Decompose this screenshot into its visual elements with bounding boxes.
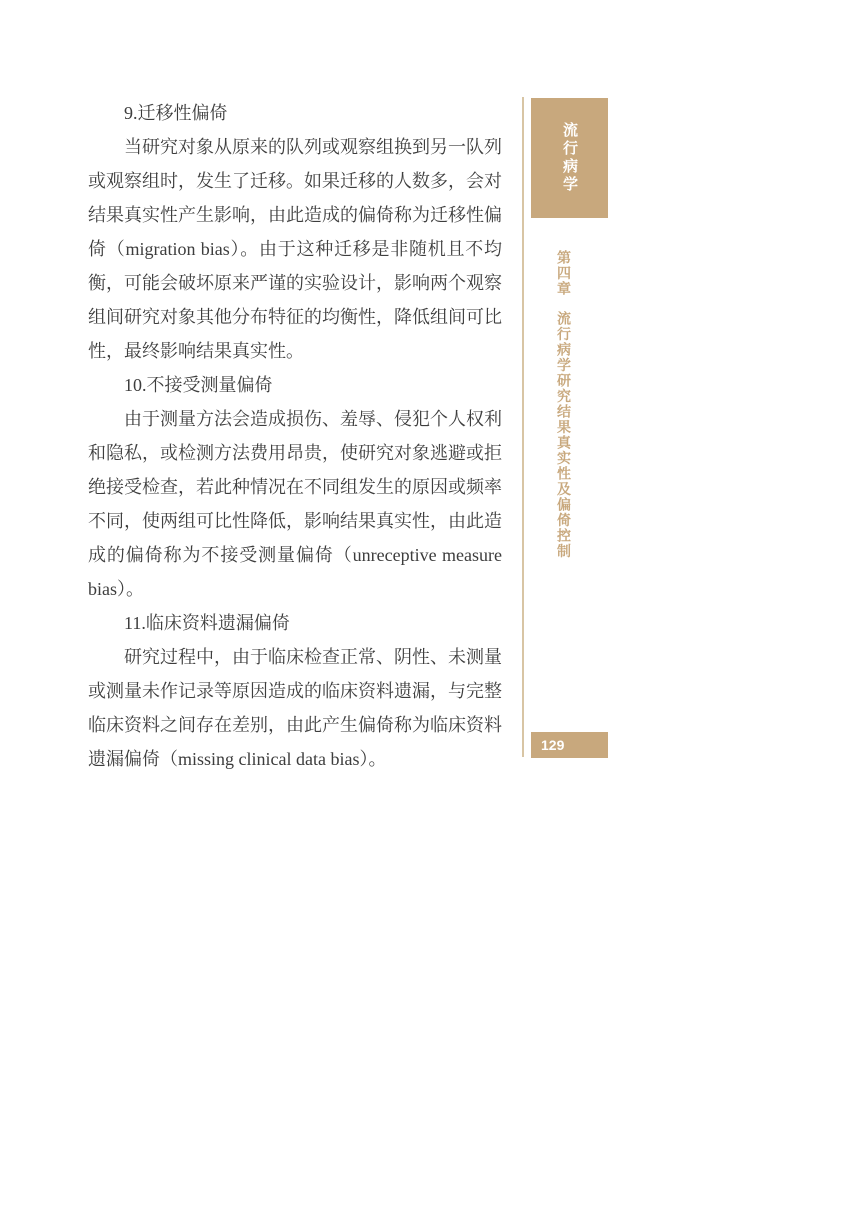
section-heading-unreceptive-measure-bias: 10.不接受测量偏倚 <box>124 375 273 395</box>
book-title-tab <box>531 98 608 218</box>
section-heading-missing-clinical-data-bias: 11.临床资料遗漏偏倚 <box>124 613 290 633</box>
chapter-heading <box>549 250 575 730</box>
section-heading-migration-bias: 9.迁移性偏倚 <box>124 103 228 123</box>
page-number: 129 <box>541 737 565 753</box>
main-text-column <box>88 96 502 776</box>
sidebar-divider-line <box>522 97 524 757</box>
book-title: 流行病学 <box>561 122 577 194</box>
section-paragraph-unreceptive-measure-bias: 由于测量方法会造成损伤、羞辱、侵犯个人权利和隐私，或检测方法费用昂贵，使研究对象逃避或拒绝接受检查，若此种情况在不同组发生的原因或频率不同，使两组可比性降低，影响结果真实性，由此造成的偏倚称为不接受测量偏倚（unreceptive measure bias）。 <box>88 409 502 599</box>
page-number-tab <box>531 732 608 758</box>
chapter-label: 第四章 <box>555 250 570 297</box>
chapter-title: 流行病学研究结果真实性及偏倚控制 <box>555 310 570 559</box>
section-paragraph-missing-clinical-data-bias: 研究过程中，由于临床检查正常、阴性、未测量或测量未作记录等原因造成的临床资料遗漏，与完整临床资料之间存在差别，由此产生偏倚称为临床资料遗漏偏倚（missing clinical data bias）。 <box>88 647 502 769</box>
section-paragraph-migration-bias: 当研究对象从原来的队列或观察组换到另一队列或观察组时，发生了迁移。如果迁移的人数多，会对结果真实性产生影响，由此造成的偏倚称为迁移性偏倚（migration bias）。由于这种迁移是非随机且不均衡，可能会破坏原来严谨的实验设计，影响两个观察组间研究对象其他分布特征的均衡性，降低组间可比性，最终影响结果真实性。 <box>88 137 502 361</box>
